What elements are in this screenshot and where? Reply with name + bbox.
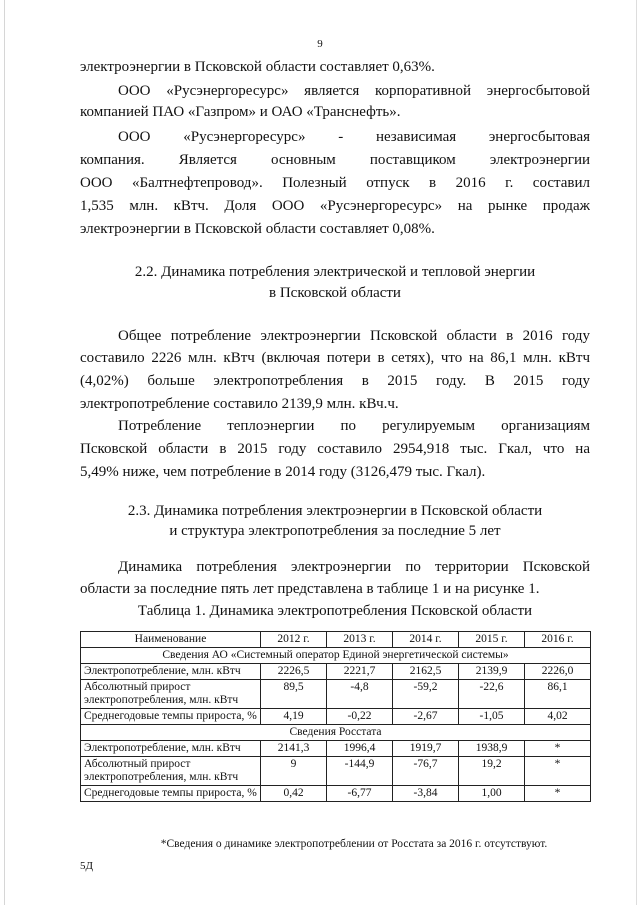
section-heading-2-3: 2.3. Динамика потребления электроэнергии в Псковской области [127,503,543,519]
section-heading-2-2: 2.2. Динамика потребления электрической и тепловой энергии [134,264,536,280]
text-line: Общее потребление электроэнергии Псковской области в 2016 году [118,328,590,344]
value-cell: 2226,5 [261,664,327,680]
value-cell: 86,1 [525,680,591,709]
section-cell: Сведения АО «Системный оператор Единой энергетической системы» [81,648,591,664]
value-cell: 1,00 [459,786,525,802]
table-section-row [81,648,591,664]
table-section-row [81,725,591,741]
page-edge-left [4,0,5,905]
value-cell: 4,19 [261,709,327,725]
table-row [81,709,591,725]
value-cell: 2141,3 [261,741,327,757]
table-row [81,680,591,709]
value-cell: -76,7 [393,757,459,786]
page-edge-right [636,0,637,905]
header-cell: Наименование [81,632,261,648]
table-caption: Таблица 1. Динамика электропотребления Псковской области [137,603,533,619]
value-cell: 1996,4 [327,741,393,757]
text-line: Псковской области в 2015 году составило 2954,918 тыс. Гкал, что на [80,441,590,457]
value-cell: -0,22 [327,709,393,725]
value-cell: 4,02 [525,709,591,725]
value-cell: -22,6 [459,680,525,709]
table-row [81,757,591,786]
value-cell: -144,9 [327,757,393,786]
text-line: 1,535 млн. кВтч. Доля ООО «Русэнергоресурс» на рынке продаж [80,198,590,214]
value-cell: 89,5 [261,680,327,709]
value-cell: 9 [261,757,327,786]
text-line: ООО «Русэнергоресурс» - независимая энергосбытовая [118,129,590,145]
header-cell: 2016 г. [525,632,591,648]
value-cell: -6,77 [327,786,393,802]
text-line: компания. Является основным поставщиком электроэнергии [80,152,590,168]
row-label: Среднегодовые темпы прироста, % [81,709,261,725]
text-line: электроэнергии в Псковской области составляет 0,08%. [80,221,435,237]
section-cell: Сведения Росстата [81,725,591,741]
electricity-table [80,631,591,802]
text-line: (4,02%) больше электропотребления в 2015 году. В 2015 году [80,373,590,389]
value-cell: -59,2 [393,680,459,709]
value-cell: -3,84 [393,786,459,802]
text-line: ООО «Балтнефтепровод». Полезный отпуск в 2016 г. составил [80,175,590,191]
text-line: ООО «Русэнергоресурс» является корпоративной энергосбытовой [118,83,590,99]
value-cell: -1,05 [459,709,525,725]
value-cell: 2226,0 [525,664,591,680]
table-header-row [81,632,591,648]
row-label: Электропотребление, млн. кВтч [81,741,261,757]
value-cell: -2,67 [393,709,459,725]
text-line: Динамика потребления электроэнергии по территории Псковской [118,559,590,575]
value-cell: 2139,9 [459,664,525,680]
value-cell: 1938,9 [459,741,525,757]
value-cell: * [525,757,591,786]
header-cell: 2013 г. [327,632,393,648]
text-line: Потребление теплоэнергии по регулируемым организациям [118,418,590,434]
row-label: Абсолютный прирост электропотребления, млн. кВтч [81,757,261,786]
header-cell: 2015 г. [459,632,525,648]
section-heading-2-2: в Псковской области [269,285,401,301]
row-label: Абсолютный прирост электропотребления, млн. кВтч [81,680,261,709]
text-line: электроэнергии в Псковской области составляет 0,63%. [80,59,435,75]
header-cell: 2012 г. [261,632,327,648]
table-row [81,786,591,802]
value-cell: * [525,786,591,802]
text-line: 5,49% ниже, чем потребление в 2014 году (3126,479 тыс. Гкал). [80,464,486,480]
text-line: области за последние пять лет представлена в таблице 1 и на рисунке 1. [80,581,540,597]
value-cell: 2162,5 [393,664,459,680]
value-cell: -4,8 [327,680,393,709]
value-cell: * [525,741,591,757]
text-line: составило 2226 млн. кВтч (включая потери в сетях), что на 86,1 млн. кВтч [80,350,590,366]
table-row [81,664,591,680]
row-label: Среднегодовые темпы прироста, % [81,786,261,802]
page-number: 9 [317,38,323,50]
corner-mark: 5Д [80,860,94,872]
text-line: электропотребление составило 2139,9 млн. кВч.ч. [80,396,399,412]
section-heading-2-3: и структура электропотребления за последние 5 лет [169,523,501,539]
row-label: Электропотребление, млн. кВтч [81,664,261,680]
table-footnote: *Сведения о динамике электропотреблении от Росстата за 2016 г. отсутствуют. [160,838,548,850]
value-cell: 19,2 [459,757,525,786]
value-cell: 0,42 [261,786,327,802]
text-line: компанией ПАО «Газпром» и ОАО «Транснефть». [80,104,401,120]
header-cell: 2014 г. [393,632,459,648]
value-cell: 1919,7 [393,741,459,757]
value-cell: 2221,7 [327,664,393,680]
table-row [81,741,591,757]
